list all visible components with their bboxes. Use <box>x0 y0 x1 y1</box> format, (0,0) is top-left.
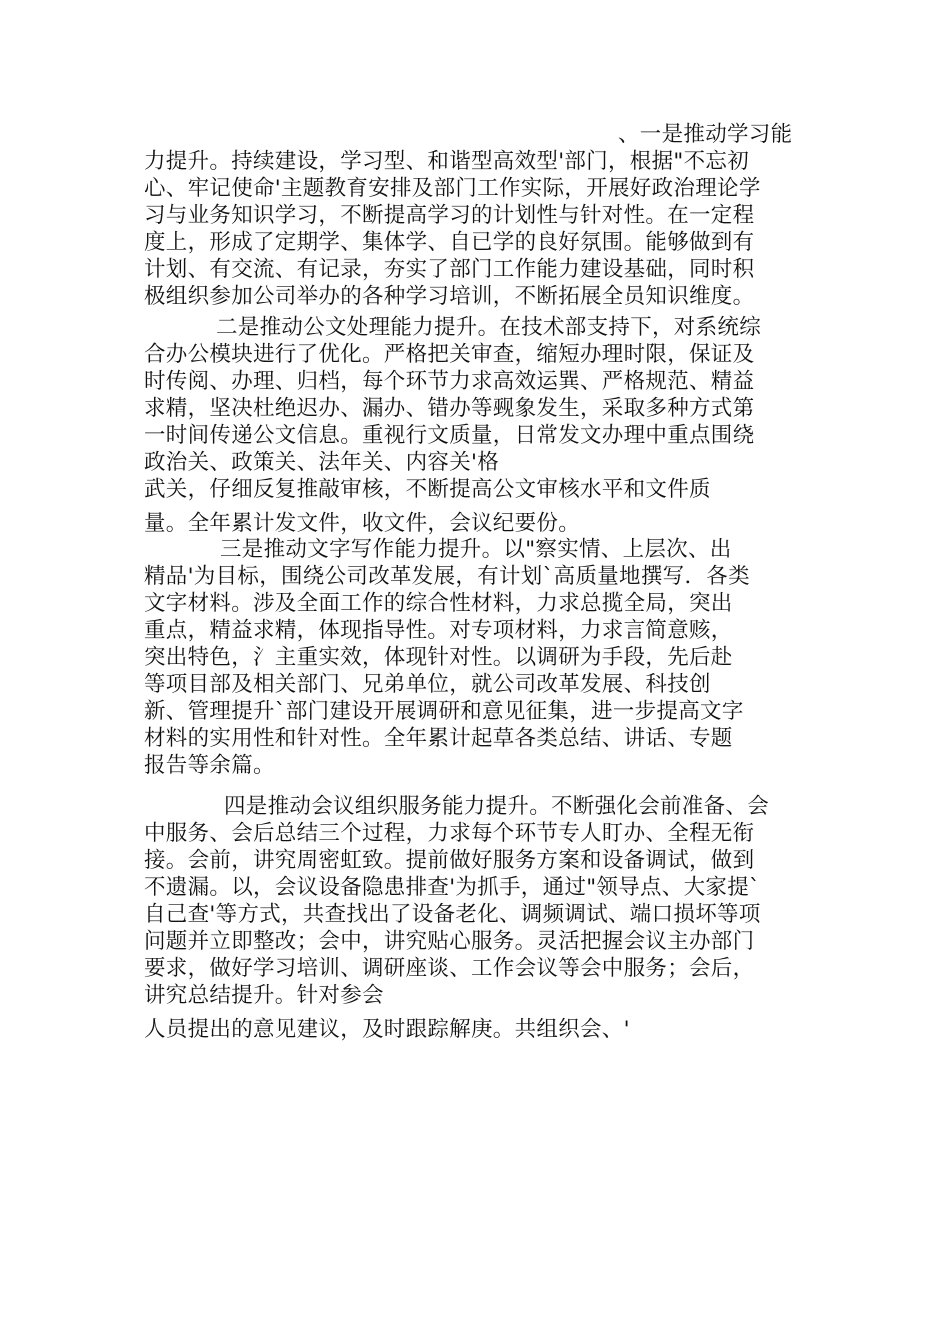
text-line: 时传阅、办理、归档，每个环节力求高效运巽、严格规范、精益 <box>144 369 755 394</box>
text-line: 突出特色，氵主重实效，体现针对性。以调研为手段，先后赴 <box>144 645 733 670</box>
paragraph-document-handling <box>144 314 808 564</box>
text-line: 自己查'等方式，共查找出了设备老化、调频调试、端口损坏等项 <box>144 902 761 927</box>
text-line: 新、管理提升`部门建设开展调研和意见征集，进一步提高文字 <box>144 699 744 724</box>
text-line: 力提升。持续建设，学习型、和谐型高效型'部门，根据"不忘初 <box>144 149 750 174</box>
text-line: 求精，坚决杜绝迟办、漏办、错办等觋象发生，采取多种方式第 <box>144 396 755 421</box>
text-line: 度上，形成了定期学、集体学、自已学的良好氛围。能够做到有 <box>144 230 755 255</box>
text-line: 习与业务知识学习，不断提高学习的计划性与针对性。在一定程 <box>144 203 755 228</box>
text-line: 量。全年累计发文件，收文件，会议纪要份。 <box>144 511 581 536</box>
paragraph-meeting-service <box>144 793 808 1043</box>
paragraph-writing-ability <box>144 536 808 779</box>
text-line: 二是推动公文处理能力提升。在技术部支持下，对系统综 <box>216 315 762 340</box>
text-line: 、一是推动学习能 <box>618 122 793 147</box>
text-line: 文字材料。涉及全面工作的综合性材料，力求总揽全局，突出 <box>144 591 733 616</box>
text-line: 政治关、政策关、法年关、内容关'格 <box>144 450 500 475</box>
text-line: 极组织参加公司举办的各种学习培训，不断拓展全员知识维度。 <box>144 284 755 309</box>
text-line: 三是推动文字写作能力提升。以"察实情、上层次、出 <box>220 537 732 562</box>
paragraph-study-ability <box>144 121 808 310</box>
text-line: 中服务、会后总结三个过程，力求每个环节专人盯办、全程无衔 <box>144 821 755 846</box>
text-line: 材料的实用性和针对性。全年累计起草各类总结、讲话、专题 <box>144 726 733 751</box>
text-line: 报告等余篇。 <box>144 753 275 778</box>
text-line: 武关，仔细反复推敲审核，不断提高公文审核水平和文件质 <box>144 477 711 502</box>
text-line: 人员提出的意见建议，及时跟踪解庚。共组织会、' <box>144 1017 630 1042</box>
text-line: 讲究总结提升。针对参会 <box>144 983 384 1008</box>
text-line: 心、牢记使命'主题教育安排及部门工作实际，开展好政治理论学 <box>144 176 761 201</box>
text-line: 接。会前，讲究周密虹致。提前做好服务方案和设备调试，做到 <box>144 848 755 873</box>
text-line: 合办公模块进行了优化。严格把关审查，缩短办理时限，保证及 <box>144 342 755 367</box>
text-line: 计划、有交流、有记录，夯实了部门工作能力建设基础，同时积 <box>144 257 755 282</box>
text-line: 一时间传递公文信息。重视行文质量，日常发文办理中重点围绕 <box>144 423 755 448</box>
text-line: 四是推动会议组织服务能力提升。不断强化会前准备、会 <box>224 794 770 819</box>
text-line: 精品'为目标，围绕公司改革发展，有计划`高质量地撰写．各类 <box>144 564 750 589</box>
text-line: 不遗漏。以，会议设备隐患排查'为抓手，通过"领导点、大家提` <box>144 875 761 900</box>
text-line: 等项目部及相关部门、兄弟单位，就公司改革发展、科技创 <box>144 672 711 697</box>
text-line: 要求，做好学习培训、调研座谈、工作会议等会中服务；会后， <box>144 956 755 981</box>
text-line: 问题并立即整改；会中，讲究贴心服务。灵活把握会议主办部门 <box>144 929 755 954</box>
text-line: 重点，精益求精，体现指导性。对专项材料，力求言简意赅， <box>144 618 733 643</box>
